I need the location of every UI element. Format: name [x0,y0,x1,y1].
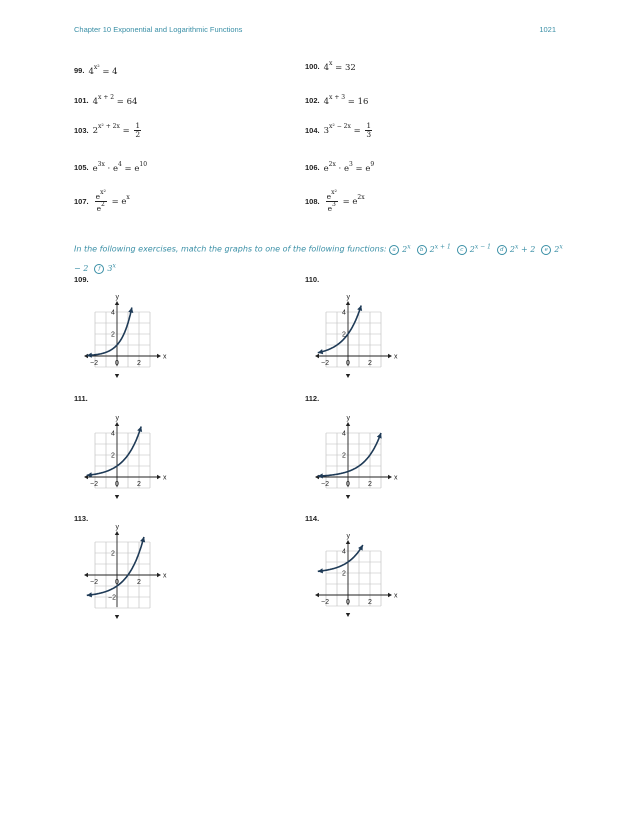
y-tick-label: 2 [342,570,346,578]
option-f: f 3$^x$ [94,264,115,273]
y-tick-label: 4 [111,309,115,317]
x-axis-label: x [394,474,398,482]
y-axis-arrow [115,374,119,378]
y-tick-label: 4 [342,548,346,556]
x-tick-label: 2 [368,360,372,367]
y-tick-label: 2 [111,331,115,339]
exercise-101: 101. $4^{x + 2} = 64$ [74,94,138,107]
option-letter: f [94,264,104,274]
graph-114 [307,524,407,624]
instruction-text: In the following exercises, match the graphs to one of the following functions: a 2$^x$ b $2^{x + 1}$ c $2^{x - 1}$ d $2^x + 2$ e $2^x - 2$ f 3$^x$ [74,243,563,274]
exercise-102: 102. $4^{x + 3} = 16$ [305,94,369,107]
exercise-100: 100. 4$^x$ = 32 [305,60,356,73]
x-tick-label: 2 [137,360,141,367]
x-tick-label: 0 [346,360,350,367]
x-tick-label: 2 [137,481,141,488]
y-axis-arrow [115,531,119,535]
option-a: a 2$^x$ [389,245,410,254]
exercise-103: 103. $2^{x^2 + 2x}$ = $\frac{1}{2}$ [74,121,141,139]
graph-label-111: 111. [74,394,88,403]
y-axis-label: y [346,415,350,422]
x-axis-arrow [157,475,161,479]
x-tick-label: −2 [90,360,98,367]
x-axis-arrow [388,475,392,479]
function-curve [318,545,363,571]
y-axis-arrow [346,422,350,426]
x-axis-arrow [157,573,161,577]
x-axis-arrow [157,354,161,358]
y-axis-arrow [115,301,119,305]
y-tick-label: 4 [342,430,346,438]
x-tick-label: 0 [115,360,119,367]
y-axis-arrow [346,613,350,617]
graph-label-112: 112. [305,394,320,403]
graph-label-114: 114. [305,514,320,523]
x-axis-label: x [163,572,167,580]
option-d: d $2^x + 2$ [497,245,535,254]
x-axis-arrow [315,354,319,358]
function-curve [87,308,132,356]
x-axis-label: x [394,353,398,361]
y-axis-arrow [346,540,350,544]
graph-label-109: 109. [74,275,89,284]
graph-109 [76,285,176,385]
option-letter: e [541,245,551,255]
y-axis-arrow [346,374,350,378]
option-e: e $2^x - 2$ [74,243,563,274]
option-letter: a [389,245,399,255]
x-tick-label: 2 [368,599,372,606]
graph-label-110: 110. [305,275,320,284]
option-c: c $2^{x - 1}$ [457,245,491,254]
exercise-108: 108. $\frac{e^{x^2}}{e^3}$ = $e^{2x}$ [305,189,365,213]
x-tick-label: −2 [321,481,329,488]
y-tick-label: −2 [108,594,116,602]
page-number: 1021 [539,25,556,34]
y-axis-arrow [346,301,350,305]
y-axis-label: y [346,533,350,540]
y-tick-label: 4 [111,430,115,438]
curve-arrow-start [318,349,323,354]
y-tick-label: 2 [111,452,115,460]
x-tick-label: 0 [115,579,119,586]
y-axis-label: y [115,294,119,301]
x-axis-label: x [394,592,398,600]
y-axis-label: y [346,294,350,301]
graph-113 [76,524,176,624]
function-curve [318,430,381,476]
function-curve [87,537,144,596]
exercise-107: 107. $\frac{e^{x^2}}{e^2}$ = $e^x$ [74,189,130,213]
x-axis-arrow [388,354,392,358]
x-axis-label: x [163,353,167,361]
graph-112 [307,404,407,504]
option-letter: c [457,245,467,255]
exercise-106: 106. $e^{2x} \cdot e^3 = e^9$ [305,161,375,174]
chapter-title: Chapter 10 Exponential and Logarithmic Functions [74,25,243,34]
y-tick-label: 4 [342,309,346,317]
x-tick-label: 0 [346,599,350,606]
exercise-99: 99. $4^{x^2} = 4$ [74,64,118,77]
y-axis-arrow [346,495,350,499]
option-letter: d [497,245,507,255]
x-axis-arrow [84,573,88,577]
x-tick-label: −2 [90,579,98,586]
x-tick-label: 2 [368,481,372,488]
x-tick-label: −2 [90,481,98,488]
x-tick-label: 2 [137,579,141,586]
y-tick-label: 2 [342,331,346,339]
x-tick-label: 0 [346,481,350,488]
x-tick-label: −2 [321,599,329,606]
y-axis-arrow [115,422,119,426]
x-axis-label: x [163,474,167,482]
graph-110 [307,285,407,385]
graph-label-113: 113. [74,514,89,523]
x-axis-arrow [388,593,392,597]
y-tick-label: 2 [111,550,115,558]
y-axis-label: y [115,524,119,531]
x-tick-label: −2 [321,360,329,367]
graph-111 [76,404,176,504]
option-letter: b [417,245,427,255]
exercise-104: 104. $3^{x^2 - 2x}$ = $\frac{1}{3}$ [305,121,372,139]
exercise-105: 105. $e^{3x} \cdot e^4 = e^{10}$ [74,161,148,174]
option-b: b $2^{x + 1}$ [417,245,451,254]
x-tick-label: 0 [115,481,119,488]
y-axis-arrow [115,495,119,499]
x-axis-arrow [315,593,319,597]
y-axis-arrow [115,615,119,619]
y-tick-label: 2 [342,452,346,460]
y-axis-label: y [115,415,119,422]
function-curve [318,306,361,353]
page-header [74,25,556,34]
